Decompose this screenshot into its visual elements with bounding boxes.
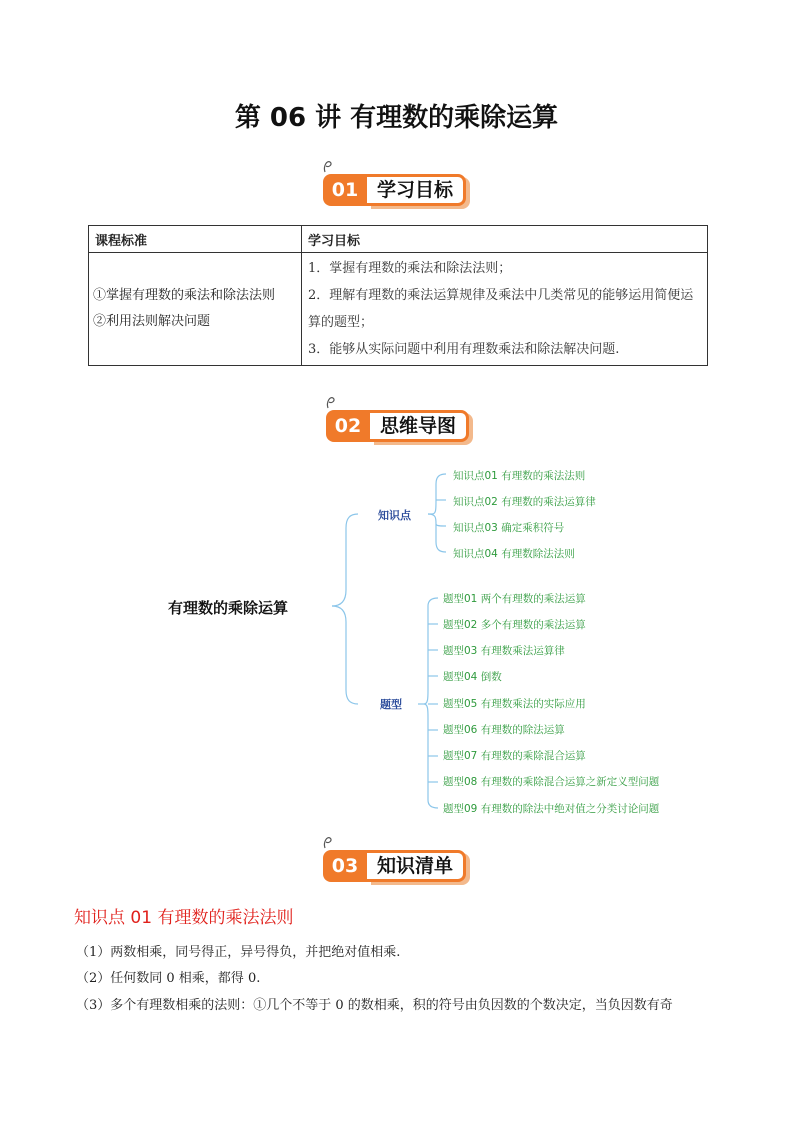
mindmap-leaf: 题型09 有理数的除法中绝对值之分类讨论问题 [443,803,660,815]
mindmap-branch: 题型 [380,698,402,711]
mindmap-leaf: 题型07 有理数的乘除混合运算 [443,750,586,762]
section-label: 学习目标 [367,174,466,206]
mindmap-leaf: 知识点02 有理数的乘法运算律 [453,496,596,508]
knowledge-paragraph: （2）任何数同 0 相乘，都得 0. [76,971,261,986]
table-header: 课程标准 [89,226,302,253]
mindmap-leaf: 知识点03 确定乘积符号 [453,522,565,534]
knowledge-point-heading: 知识点 01 有理数的乘法法则 [74,908,294,928]
section-number: 01 [323,174,367,206]
section-number: 02 [326,410,370,442]
section-number: 03 [323,850,367,882]
mindmap-leaf: 题型04 倒数 [443,671,502,683]
table-header: 学习目标 [302,226,708,253]
mindmap-leaf: 知识点04 有理数除法法则 [453,548,575,560]
knowledge-paragraph: （3）多个有理数相乘的法则：①几个不等于 0 的数相乘，积的符号由负因数的个数决定，当负因数有奇 [76,998,673,1013]
objective-item: 2．理解有理数的乘法运算规律及乘法中几类常见的能够运用简便运算的题型； [308,288,694,330]
mindmap-leaf: 题型02 多个有理数的乘法运算 [443,619,586,631]
mindmap-leaf: 题型03 有理数乘法运算律 [443,645,565,657]
mindmap-root: 有理数的乘除运算 [168,599,289,617]
mindmap-leaf: 题型01 两个有理数的乘法运算 [443,593,586,605]
mindmap-leaf: 知识点01 有理数的乘法法则 [453,470,586,482]
objective-item: 1．掌握有理数的乘法和除法法则； [308,261,512,276]
section-label: 知识清单 [367,850,466,882]
mindmap-leaf: 题型06 有理数的除法运算 [443,724,565,736]
knowledge-paragraph: （1）两数相乘，同号得正，异号得负，并把绝对值相乘. [76,945,401,960]
standard-item: ②利用法则解决问题 [93,314,211,329]
objective-item: 3．能够从实际问题中利用有理数乘法和除法解决问题. [308,342,620,357]
mindmap-leaf: 题型05 有理数乘法的实际应用 [443,698,586,710]
section-badge-knowledge [323,846,473,884]
standard-item: ①掌握有理数的乘法和除法法则 [93,288,276,303]
mindmap-branch: 知识点 [378,509,411,522]
section-label: 思维导图 [370,410,469,442]
mindmap-leaf: 题型08 有理数的乘除混合运算之新定义型问题 [443,776,660,788]
curl-icon [321,832,335,850]
page-title: 第 06 讲 有理数的乘除运算 [234,103,559,133]
